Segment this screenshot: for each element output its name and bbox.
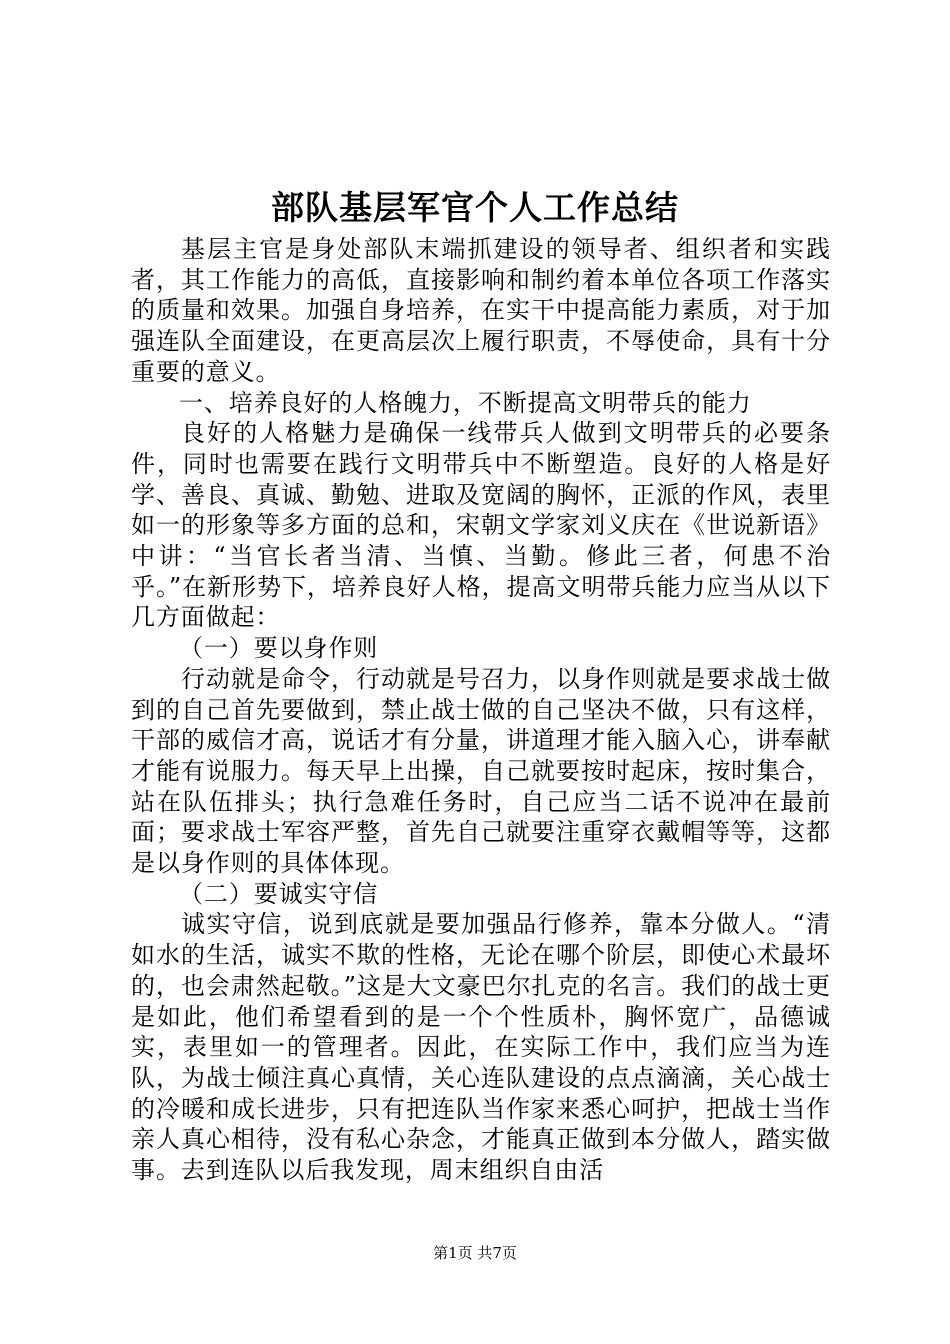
paragraph-section-1: 良好的人格魅力是确保一线带兵人做到文明带兵的必要条件，同时也需要在践行文明带兵中不断塑造。良好的人格是好学、善良、真诚、勤勉、进取及宽阔的胸怀，正派的作风，表里如一的形象等多方面的总和，宋朝文学家刘义庆在《世说新语》中讲：“当官长者当清、当慎、当勤。修此三者，何患不治乎。”在新形势下，培养良好人格，提高文明带兵能力应当从以下几方面做起： [131,419,831,632]
paragraph-subsection-2: 诚实守信，说到底就是要加强品行修养，靠本分做人。“清如水的生活，诚实不欺的性格，无论在哪个阶层，即使心术最坏的，也会肃然起敬。”这是大文豪巴尔扎克的名言。我们的战士更是如此，他们希望看到的是一个个性质朴，胸怀宽广，品德诚实，表里如一的管理者。因此，在实际工作中，我们应当为连队，为战士倾注真心真情，关心连队建设的点点滴滴，关心战士的冷暖和成长进步，只有把连队当作家来悉心呵护，把战士当作亲人真心相待，没有私心杂念，才能真正做到本分做人，踏实做事。去到连队以后我发现，周末组织自由活 [131,910,831,1185]
subsection-heading-2: （二）要诚实守信 [179,879,379,908]
document-body [131,234,831,1186]
subsection-heading-1: （一）要以身作则 [179,634,379,663]
paragraph-intro: 基层主官是身处部队末端抓建设的领导者、组织者和实践者，其工作能力的高低，直接影响和制约着本单位各项工作落实的质量和效果。加强自身培养，在实干中提高能力素质，对于加强连队全面建设，在更高层次上履行职责，不辱使命，具有十分重要的意义。 [131,235,831,386]
document-title: 部队基层军官个人工作总结 [271,188,679,227]
paragraph-subsection-1: 行动就是命令，行动就是号召力，以身作则就是要求战士做到的自己首先要做到，禁止战士做的自己坚决不做，只有这样，干部的威信才高，说话才有分量，讲道理才能入脑入心，讲奉献才能有说服力。每天早上出操，自己就要按时起床，按时集合，站在队伍排头；执行急难任务时，自己应当二话不说冲在最前面；要求战士军容严整，首先自己就要注重穿衣戴帽等等，这都是以身作则的具体体现。 [131,664,831,878]
section-heading-1: 一、培养良好的人格魄力，不断提高文明带兵的能力 [179,388,752,417]
page-footer: 第1页 共7页 [433,1244,517,1262]
